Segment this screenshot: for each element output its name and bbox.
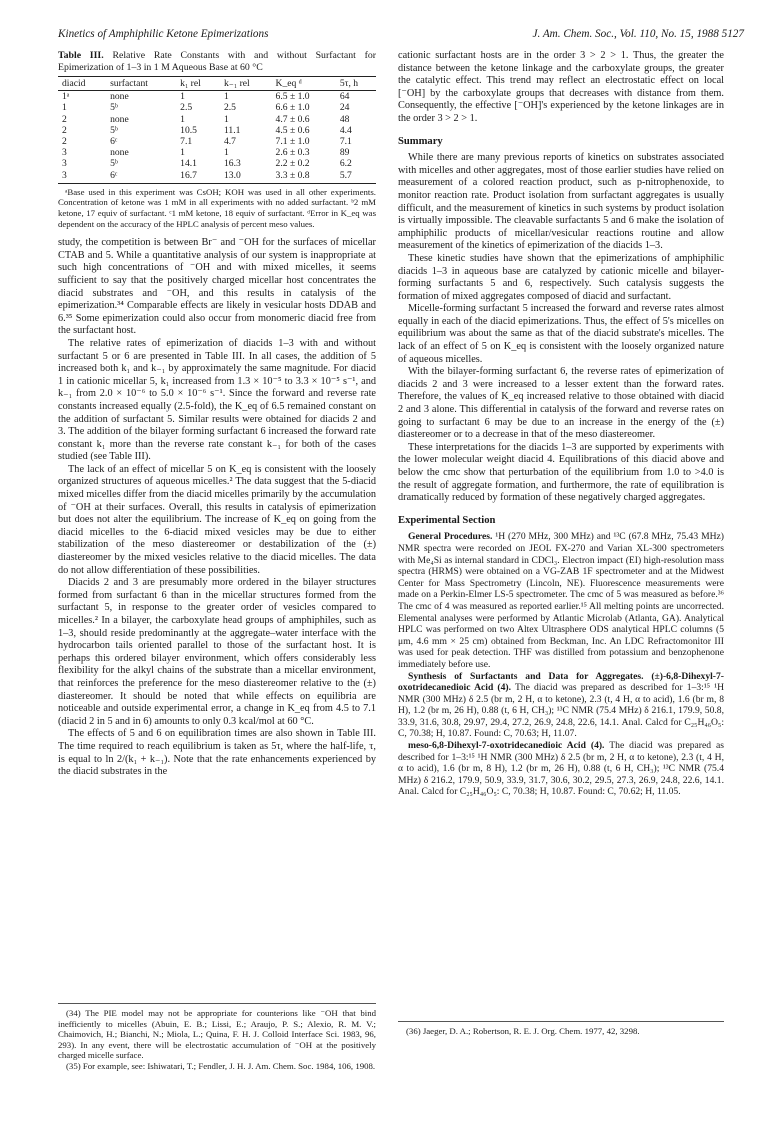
footnotes-right	[398, 1021, 724, 1037]
table-cell: 10.5	[180, 124, 197, 136]
table-caption	[58, 50, 376, 73]
table-cell: 2.6 ± 0.3	[275, 147, 310, 159]
summary-paragraph: Micelle-forming surfactant 5 increased the forward and reverse rates almost equally in each of the diacid epimerizations. Thus, the effect of 5's micelles on equilibrium was about the same as that of the diacid substrate's micelles. The lack of an effect of 5 on K_eq is consistent with the loosely organized nature of aqueous micelles.	[398, 303, 724, 365]
meso-label: meso-6,8-Dihexyl-7-oxotridecanedioic Acid (4).	[408, 740, 605, 752]
table-cell: 2	[62, 124, 67, 136]
table-cell: 7.1	[180, 136, 193, 148]
table-cell: 2	[62, 136, 67, 148]
table-row	[58, 91, 376, 103]
table-cell: 1	[180, 147, 185, 159]
table-cell: 24	[339, 102, 350, 114]
table-cell: 5ᵇ	[110, 158, 118, 170]
table-cell: 13.0	[220, 170, 272, 184]
table-cell: 1	[223, 91, 229, 103]
table-row	[58, 170, 376, 184]
table-cell: 3	[58, 170, 106, 184]
table-caption-text: Relative Rate Constants with and without Surfactant for Epimerization of 1–3 in 1 M Aqueous Base at 60 °C	[58, 50, 377, 73]
summary-paragraph: While there are many previous reports of kinetics on substrates associated with micelles and other aggregates, most of those earlier studies have relied on measurement of a colored reaction product, such as p-nitrophenoxide, to monitor reaction rate. Product isolation from surfactant aggregates is usually difficult, and the measurement of kinetics in such systems by product isolation is virtually impossible. The cleavable surfactants 5 and 6 make the isolation of amphiphilic products of micellar/vesicular reactions routine and allow measurement of the kinetics of epimerization of the diacids 1–3.	[398, 152, 724, 252]
table-cell: 16.3	[223, 158, 241, 170]
table-cell: 1	[180, 113, 185, 125]
summary-paragraph: With the bilayer-forming surfactant 6, the reverse rates of epimerization of diacids 2 and 3 were increased to a lesser extent than the forward rates. Therefore, the values of K_eq increased relative to those obtained with diacid 2 and 3 alone. This differential in catalysis of the forward and reverse rates on going to surfactant 6 may be due to an increase in the energy of the (±) diastereomer or to a decrease in that of the meso diastereomer.	[398, 366, 724, 441]
summary-heading: Summary	[398, 135, 443, 147]
running-head	[58, 28, 744, 44]
table-header-row	[58, 77, 376, 91]
table-cell: 11.1	[223, 124, 241, 136]
summary-body	[398, 152, 724, 505]
footnote-34: (34) The PIE model may not be appropriate for counterions like ⁻OH that bind inefficiently to micelles (Abuin, E. B.; Lissi, E.; Araujo, P. S.; Alexio, R. M. V.; Chaimovich, H.; Bianchi, N.; Miola, L.; Quina, F. H. J. Colloid Interface Sci. 1983, 96, 293). In any event, there will be electrostatic accumulation of ⁻OH at the positively charged micelle surface.	[58, 1008, 376, 1061]
table-cell: 89	[339, 147, 350, 159]
body-paragraph: cationic surfactant hosts are in the order 3 > 2 > 1. Thus, the greater the distance between the ketone linkage and the carboxylate groups, the greater the catalytic effect. This trend may reflect an electrostatic effect on local [⁻OH] by the carboxylate groups that decreases with distance from them. Consequently, the effective [⁻OH]'s experienced by the ketone linkages are in the order 3 > 2 > 1.	[398, 50, 724, 124]
meso-paragraph	[398, 740, 724, 798]
col-header-kminus1-rel: k₋₁ rel	[220, 77, 272, 91]
left-body-text	[58, 237, 376, 779]
body-paragraph: The relative rates of epimerization of diacids 1–3 with and without surfactant 5 or 6 are presented in Table III. In all cases, the addition of 5 increased both k₁ and k₋₁ by approximately the same magnitude. For diacid 1 in cationic micellar 5, k₁ increased from 1.3 × 10⁻⁵ to 3.3 × 10⁻⁵ s⁻¹, and k₋₁ from 2.0 × 10⁻⁶ to 5.0 × 10⁻⁶ s⁻¹. Since the forward and reverse rate constants increased equally (2.5-fold), the K_eq of 6.5 remained constant on the addition of surfactant 5. Similar results were obtained for diacids 2 and 3. The addition of the bilayer forming surfactant 6 increased the forward rate constant k₁ more than the reverse rate constant k₋₁ for both of the cases studied (see Table III).	[58, 337, 376, 463]
table-row	[58, 158, 376, 169]
table-row	[58, 147, 376, 158]
table-cell: 5ᵇ	[110, 124, 118, 136]
table-cell: none	[110, 91, 129, 103]
meso-text: The diacid was prepared as described for 1–3:¹⁵ ¹H NMR (300 MHz) δ 2.5 (br m, 2 H, α to ketone), 2.3 (t, 4 H, α to acid), 1.6 (br m, 8 H), 1.2 (br m, 26 H), 0.88 (t, 6 H, CH₃); ¹³C NMR (75.4 MHz) δ 216.2, 179.9, 50.9, 33.9, 31.7, 30.6, 30.2, 29.5, 27.3, 26.9, 24.8, 22.6, 14.1. Anal. Calcd for C₂₅H₄₆O₅: C, 70.38; H, 10.87. Found: C, 70.62; H, 11.05.	[398, 740, 725, 798]
table-cell: 64	[339, 91, 350, 103]
right-body-text	[398, 50, 724, 126]
table-row	[58, 125, 376, 136]
table-cell: 7.1	[339, 136, 352, 148]
table-cell: 2.5	[180, 102, 193, 114]
right-column	[398, 50, 724, 798]
running-head-title: Kinetics of Amphiphilic Ketone Epimerizations	[58, 28, 269, 40]
table-row	[58, 136, 376, 147]
table-cell: 4.5 ± 0.6	[275, 124, 310, 136]
general-procedures-text: ¹H (270 MHz, 300 MHz) and ¹³C (67.8 MHz, 75.43 MHz) NMR spectra were recorded on JEOL FX-270 and Varian XL-300 spectrometers with Me₄Si as internal standard in CDCl₃. Electron impact (EI) high-resolution mass spectra (HRMS) were obtained on a VG-ZAB 1F spectrometer and at the Midwest Center for Mass Spectrometry (Lincoln, NE). Fluorescence measurements were made on a Perkin-Elmer LS-5 spectrometer. The cmc of 5 was measured as before.³⁶ The cmc of 4 was measured as reported earlier.¹⁵ All melting points are uncorrected. Elemental analyses were performed by Atlantic Microlab (Atlanta, GA). Analytical HPLC was performed on two Altex Ultrasphere ODS analytical HPLC columns (5 μm, 4.6 mm × 25 cm) obtained from Beckman, Inc. An LDC Refractomonitor III was used for peak detection. THF was distilled from potassium and benzophenone immediately before use.	[398, 531, 724, 670]
synthesis-text: The diacid was prepared as described for 1–3:¹⁵ ¹H NMR (300 MHz) δ 2.5 (br m, 2 H, α to ketone), 2.3 (t, 4 H, α to acid), 1.6 (br m, 8 H), 1.2 (br m, 26 H), 0.88 (t, 6 H, CH₃); ¹³C NMR (75.4 MHz) δ 216.1, 179.9, 50.8, 33.9, 31.6, 30.8, 29.97, 29.4, 27.2, 26.9, 24.8, 22.6, 14.1. Anal. Calcd for C₂₅H₄₆O₅: C, 70.38; H, 10.87. Found: C, 70.63; H, 11.07.	[398, 682, 725, 740]
table-cell: 1ᵃ	[62, 91, 70, 103]
table-cell: 6.6 ± 1.0	[275, 102, 310, 114]
table-cell: 3.3 ± 0.8	[272, 170, 336, 184]
table-cell: 48	[339, 113, 350, 125]
running-head-citation: J. Am. Chem. Soc., Vol. 110, No. 15, 1988 5127	[532, 28, 744, 40]
table-cell: 4.4	[339, 124, 352, 136]
left-column	[58, 50, 376, 779]
table-cell: 1	[62, 102, 67, 114]
table-cell: 4.7	[223, 136, 236, 148]
table-footnote: ᵃBase used in this experiment was CsOH; KOH was used in all other experiments. Concentration of ketone was 1 mM in all experiments with no added surfactant. ᵇ2 mM ketone, 17 equiv of surfactant. ᶜ1 mM ketone, 18 equiv of surfactant. ᵈError in K_eq was dependent on the accuracy of the HPLC analysis of percent meso values.	[58, 186, 376, 229]
body-paragraph: Diacids 2 and 3 are presumably more ordered in the bilayer structures formed from surfactant 6 than in the micellar structures formed from the surfactant 5, in response to the greater order of vesicles compared to micelles.² In a bilayer, the carboxylate head groups of amphiphiles, such as 1–3, should reside predominantly at the aggregate–water interface with the hydrocarbon tails oriented parallel to those of the surfactant host. It is perhaps this ordered bilayer environment, which offers considerably less flexibility for the alkyl chains of the substrate than a micellar environment, that reinforces the preference for the meso diastereomer relative to the (±) diastereomer. It should be noted that while effects on equilibria are noticeable and outside experimental error, a change in K_eq from 4.5 to 7.1 (diacid 2 in 5 and in 6) amounts to only 0.3 kcal/mol at 60 °C.	[58, 577, 376, 727]
summary-paragraph: These interpretations for the diacids 1–3 are supported by experiments with the lower molecular weight diacid 4. Equilibrations of this diacid above and below the cmc show that perturbation of the equilibrium from 1.0 to >4.0 is the result of aggregate formation, and furthermore, the rate of equilibration is dramatically reduced by formation of these negatively charged aggregates.	[398, 441, 724, 504]
table-cell: 1	[223, 113, 229, 125]
rate-constants-table	[58, 76, 376, 184]
table-cell: 2	[62, 113, 67, 125]
body-paragraph: study, the competition is between Br⁻ and ⁻OH for the surfaces of micellar CTAB and 5. While a quantitative analysis of our system is inappropriate at such high concentrations of ⁻OH and with mixed micelles, it seems sufficient to say that the positively charged micellar host concentrates the diacid substrates and ⁻OH, and this results in catalysis of the epimerization.³⁴ Comparable effects are likely in vesicular hosts DDAB and 6.³⁵ Some epimerization could also occur from monomeric diacid free from the surfactant host.	[58, 237, 376, 337]
table-cell: 6ᶜ	[110, 136, 118, 148]
footnote-35: (35) For example, see: Ishiwatari, T.; Fendler, J. H. J. Am. Chem. Soc. 1984, 106, 1908.	[66, 1060, 376, 1071]
experimental-heading: Experimental Section	[398, 514, 496, 526]
synthesis-label: Synthesis of Surfactants and Data for Aggregates. (±)-6,8-Dihexyl-7-oxotridecanedioic Acid (4).	[398, 670, 724, 694]
table-cell: 3	[62, 147, 67, 159]
col-header-5tau: 5τ, h	[336, 77, 376, 91]
table-cell: 1	[180, 91, 185, 103]
col-header-diacid: diacid	[58, 77, 106, 91]
footnotes-left	[58, 1003, 376, 1072]
col-header-k1-rel: k₁ rel	[176, 77, 220, 91]
table-cell: 6.2	[339, 158, 352, 170]
synthesis-paragraph	[398, 671, 724, 741]
footnote-36: (36) Jaeger, D. A.; Robertson, R. E. J. Org. Chem. 1977, 42, 3298.	[406, 1026, 640, 1036]
table-caption-label: Table III.	[58, 50, 104, 61]
general-procedures-paragraph	[398, 531, 724, 670]
table-cell: 5ᵇ	[110, 102, 118, 114]
col-header-keq: K_eq ᵈ	[272, 77, 336, 91]
table-cell: 5.7	[336, 170, 376, 184]
table-cell: 14.1	[180, 158, 197, 170]
body-paragraph: The lack of an effect of micellar 5 on K_eq is consistent with the loosely organized structures of aqueous micelles.² The data suggest that the 5-diacid mixed micelles differ from the diacid micelles primarily by the accumulation of ⁻OH at their surfaces. Overall, this results in catalysis of epimerization but does not alter the equilibrium. The increase of K_eq on going from the diacid micelles to the 6-diacid mixed vesicles may be due to either stabilization of the meso diastereomer or destabilization of the (±) diastereomer by the mixed vesicles relative to the diacid micelles. The data do not allow differentiation of these possibilities.	[58, 463, 376, 576]
col-header-surfactant: surfactant	[106, 77, 176, 91]
table-cell: none	[110, 147, 129, 159]
table-cell: 4.7 ± 0.6	[275, 113, 310, 125]
table-row	[58, 102, 376, 113]
table-cell: 7.1 ± 1.0	[275, 136, 310, 148]
table-cell: 3	[62, 158, 67, 170]
table-cell: 2.2 ± 0.2	[275, 158, 310, 170]
table-cell: 16.7	[176, 170, 220, 184]
body-paragraph: The effects of 5 and 6 on equilibration times are also shown in Table III. The time required to reach equilibrium is taken as 5τ, where the half-life, τ, is equal to ln 2/(k₁ + k₋₁). Note that the rate enhancements experienced by the diacid substrates in the	[58, 728, 376, 778]
table-cell: 1	[223, 147, 229, 159]
table-row	[58, 114, 376, 125]
table-cell: 2.5	[223, 102, 236, 114]
table-cell: 6.5 ± 1.0	[275, 91, 310, 103]
summary-paragraph: These kinetic studies have shown that the epimerizations of amphiphilic diacids 1–3 in aqueous base are catalyzed by cationic micelle and bilayer-forming surfactants 5 and 6, respectively. Such catalysis suggests the formation of mixed aggregates composed of diacid and surfactant.	[398, 252, 724, 302]
experimental-body	[398, 531, 724, 798]
table-cell: 6ᶜ	[106, 170, 176, 184]
general-procedures-label: General Procedures.	[408, 531, 493, 543]
table-cell: none	[110, 113, 129, 125]
